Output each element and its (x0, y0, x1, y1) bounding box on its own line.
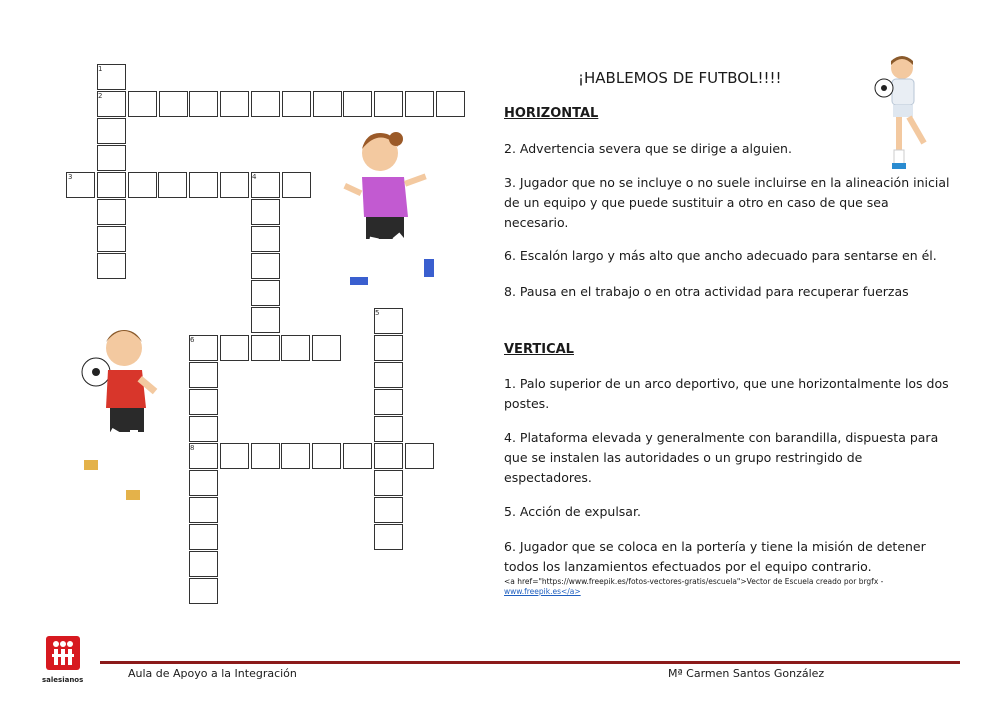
crossword-cell[interactable] (189, 172, 218, 198)
soccer-kid-boy-illustration (872, 55, 936, 173)
crossword-number: 8 (190, 444, 195, 452)
crossword-cell[interactable] (343, 91, 372, 117)
crossword-cell[interactable] (251, 199, 280, 225)
soccer-kid-boy-red-illustration (76, 320, 174, 510)
crossword-cell[interactable] (251, 443, 280, 469)
footer-right-text: Mª Carmen Santos González (668, 667, 825, 680)
horizontal-clue-2: 2. Advertencia severa que se dirige a alguien. (504, 141, 792, 156)
page-title: ¡HABLEMOS DE FUTBOL!!!! (578, 69, 782, 87)
crossword-number: 3 (68, 173, 73, 181)
crossword-number: 1 (98, 65, 103, 73)
crossword-cell[interactable] (220, 443, 249, 469)
attribution-text: <a href="https://www.freepik.es/fotos-vectores-gratis/escuela">Vector de Escuela creado por brgfx - (504, 577, 884, 586)
footer-divider (100, 661, 960, 664)
crossword-cell[interactable] (251, 253, 280, 279)
crossword-cell[interactable] (251, 280, 280, 306)
crossword-number: 6 (190, 336, 195, 344)
crossword-cell[interactable] (159, 91, 188, 117)
vertical-clue-1: 1. Palo superior de un arco deportivo, que une horizontalmente los dos postes. (504, 376, 949, 411)
horizontal-clue-8: 8. Pausa en el trabajo o en otra actividad para recuperar fuerzas (504, 284, 909, 299)
crossword-cell[interactable] (374, 443, 403, 469)
crossword-cell[interactable] (374, 335, 403, 361)
vertical-clue-4: 4. Plataforma elevada y generalmente con barandilla, dispuesta para que se instalen las autoridades o un grupo restringido de espectadores. (504, 430, 939, 485)
crossword-number: 4 (252, 173, 257, 181)
crossword-cell[interactable] (374, 362, 403, 388)
crossword-cell[interactable] (405, 91, 434, 117)
crossword-cell[interactable] (405, 443, 434, 469)
crossword-cell[interactable] (220, 172, 249, 198)
crossword-cell[interactable] (220, 91, 249, 117)
crossword-cell[interactable] (189, 578, 218, 604)
crossword-cell[interactable] (97, 172, 126, 198)
horizontal-clue-6: 6. Escalón largo y más alto que ancho adecuado para sentarse en él. (504, 248, 937, 263)
crossword-cell[interactable] (220, 335, 249, 361)
crossword-cell[interactable] (128, 172, 157, 198)
horizontal-heading: HORIZONTAL (504, 106, 599, 121)
crossword-cell[interactable] (312, 443, 341, 469)
attribution-link[interactable]: www.freepik.es</a> (504, 587, 581, 596)
vertical-clue-6: 6. Jugador que se coloca en la portería y tiene la misión de detener todos los lanzamientos efectuados por el equipo contrario. (504, 539, 926, 574)
attribution (504, 577, 924, 597)
crossword-cell[interactable] (97, 253, 126, 279)
crossword-cell[interactable] (374, 389, 403, 415)
crossword-cell[interactable] (189, 416, 218, 442)
crossword-cell[interactable] (128, 91, 157, 117)
crossword-cell[interactable] (251, 226, 280, 252)
crossword-cell[interactable] (251, 91, 280, 117)
crossword-cell[interactable] (97, 226, 126, 252)
crossword-cell[interactable] (189, 389, 218, 415)
crossword-cell[interactable] (189, 551, 218, 577)
crossword-cell[interactable] (189, 362, 218, 388)
crossword-cell[interactable] (189, 524, 218, 550)
crossword-cell[interactable] (313, 91, 342, 117)
crossword-cell[interactable] (374, 416, 403, 442)
crossword-cell[interactable] (251, 307, 280, 333)
soccer-kid-girl-illustration (332, 125, 444, 297)
crossword-cell[interactable] (374, 91, 403, 117)
logo-text: salesianos (42, 676, 84, 684)
vertical-clue-5: 5. Acción de expulsar. (504, 504, 641, 519)
crossword-cell[interactable] (281, 443, 310, 469)
crossword-cell[interactable] (374, 524, 403, 550)
crossword-cell[interactable] (97, 145, 126, 171)
crossword-cell[interactable] (374, 497, 403, 523)
crossword-cell[interactable] (251, 335, 280, 361)
footer-left-text: Aula de Apoyo a la Integración (128, 667, 297, 680)
crossword-cell[interactable] (312, 335, 341, 361)
crossword-cell[interactable] (282, 91, 311, 117)
crossword-cell[interactable] (374, 470, 403, 496)
crossword-number: 2 (98, 92, 103, 100)
crossword-cell[interactable] (189, 91, 218, 117)
horizontal-clue-3: 3. Jugador que no se incluye o no suele incluirse en la alineación inicial de un equipo y que puede sustituir a otro en caso de que sea necesario. (504, 175, 950, 230)
crossword-cell[interactable] (97, 199, 126, 225)
crossword-cell[interactable] (189, 497, 218, 523)
vertical-heading: VERTICAL (504, 342, 574, 357)
crossword-number: 5 (375, 309, 380, 317)
crossword-cell[interactable] (343, 443, 372, 469)
crossword-cell[interactable] (282, 172, 311, 198)
crossword-cell[interactable] (158, 172, 187, 198)
crossword-cell[interactable] (97, 118, 126, 144)
crossword-cell[interactable] (281, 335, 310, 361)
crossword-cell[interactable] (436, 91, 465, 117)
crossword-cell[interactable] (189, 470, 218, 496)
